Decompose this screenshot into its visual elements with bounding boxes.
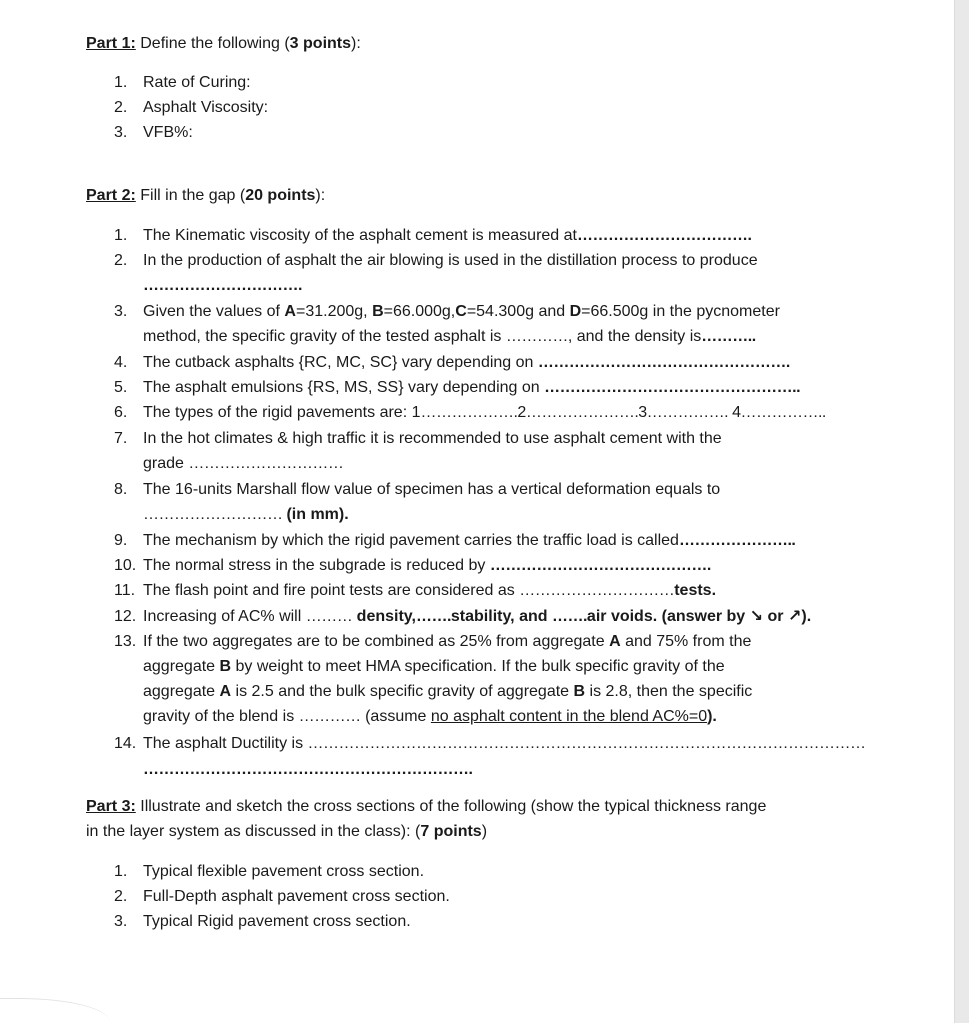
- part1-heading: Part 1: Define the following (3 points):: [86, 35, 361, 52]
- part1-label: Part 1:: [86, 35, 136, 52]
- part2-heading: Part 2: Fill in the gap (20 points):: [86, 187, 326, 204]
- part3-heading: Part 3: Illustrate and sketch the cross sections of the following (show the typical thickness range: [86, 798, 767, 815]
- page-curl-decoration: [0, 998, 110, 1023]
- arrow-down-right-icon: ↘: [749, 608, 764, 625]
- part3-heading-line2: in the layer system as discussed in the class): (7 points): [86, 823, 488, 840]
- part2-label: Part 2:: [86, 187, 136, 204]
- part3-label: Part 3:: [86, 798, 136, 815]
- arrow-up-right-icon: ↗: [787, 608, 802, 625]
- viewer-gutter: [954, 0, 969, 1023]
- document-page: Part 1: Define the following (3 points): 1. Rate of Curing: 2. Asphalt Viscosity: 3. VFB%: Part 2: Fill in the gap (20 points): 1. The Kinematic viscosity of the asphalt cement is measured at……………………………. 2. In the production of asphalt the air blowing is used in the distillation process to produce …………………………. 3. Given the values of A=31.200g, B=66.000g,C=54.300g and D=66.500g in the pycnometer method, the specific gravity of the tested asphalt is …………, and the density is……….. 4. The cutback asphalts {RC, MC, SC} vary depending on …………………………………………. 5. The asphalt emulsions {RS, MS, SS} vary depending on ………………………………………….. 6. The types of the rigid pavements are: 1……………….2………………….3……………. 4…………….. 7. In the hot climates & high traffic it is recommended to use asphalt cement with the grade ………………………… 8. The 16-units Marshall flow value of specimen has a vertical deformation equals to ……………………… (in mm). 9. The mechanism by which the rigid pavement carries the traffic load is called………………….. 10. The normal stress in the subgrade is reduced by ……………………………………. 11. The flash point and fire point tests are considered as …………………………tests. 12. Increasing of AC% will ……… density,…….stability, and …….air voids. (answer by ↘ or ↗). 13. If the two aggregates are to be combined as 25% from aggregate A and 75% from the aggregate B by weight to meet HMA specification. If the bulk specific gravity of the aggregate A is 2.5 and the bulk specific gravity of aggregate B is 2.8, then the specific gravity of the blend is ………… (assume no asphalt content in the blend AC%=0). 14. The asphalt Ductility is ……………………………………………………………………………………………… ………………………………………………………. Part 3: Illustrate and sketch the cross sections of the following (show the typical thickness range in the layer system as discussed in the class): (7 points) 1. Typical flexible pavement cross section. 2. Full-Depth asphalt pavement cross section. 3. Typical Rigid pavement cross section.: [0, 0, 955, 1023]
